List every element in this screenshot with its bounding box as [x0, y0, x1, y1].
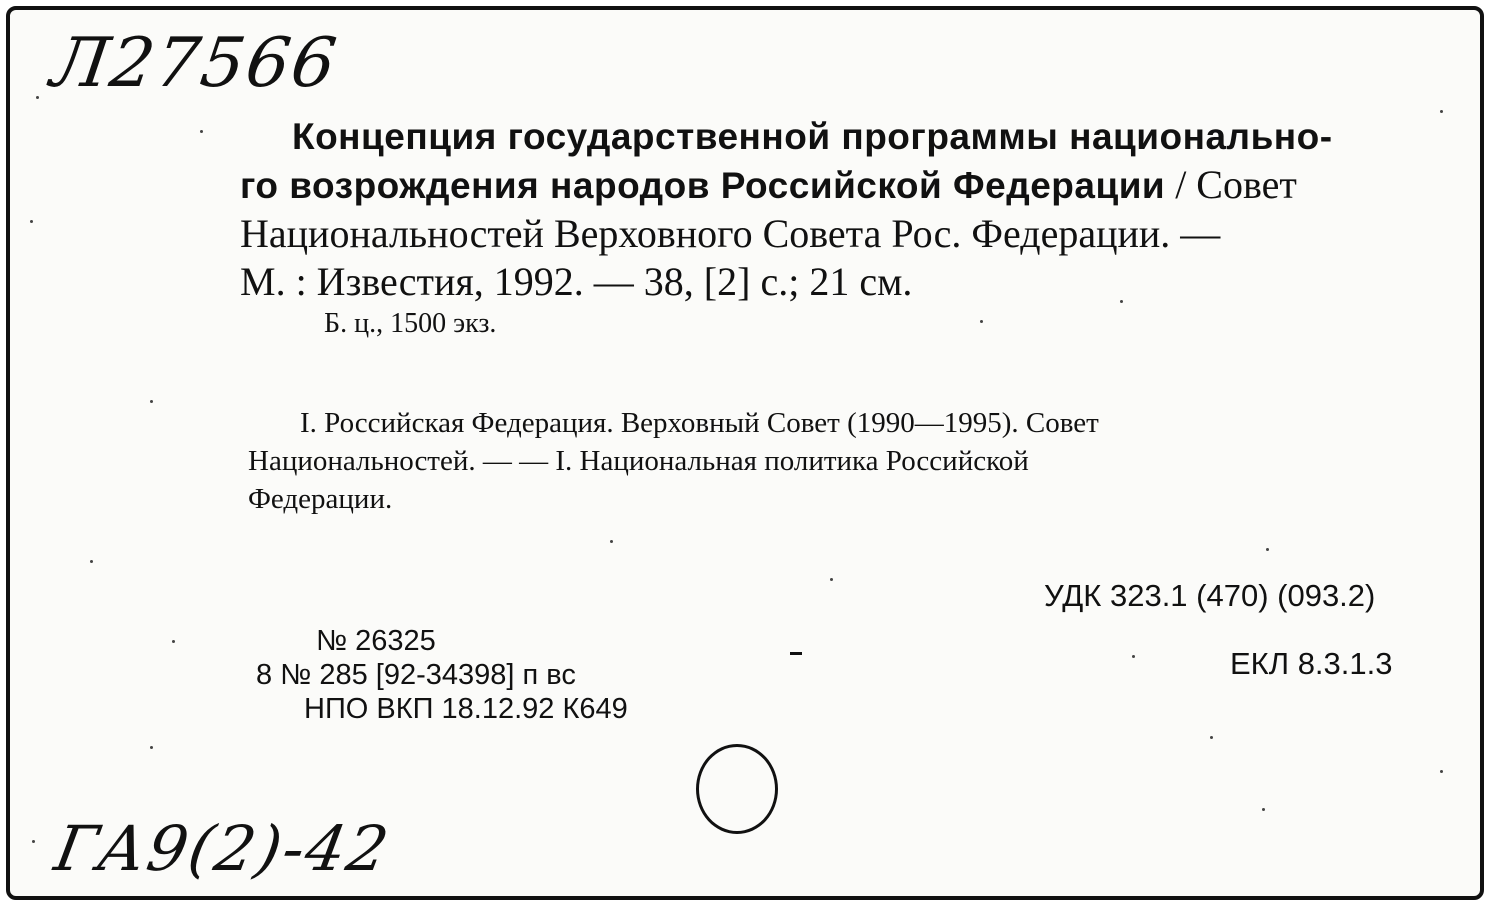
- order-line: 8 № 285 [92-34398] п вс: [256, 659, 576, 691]
- tracing-line-2: Национальностей. — — I. Национальная политика Российской: [248, 445, 1029, 477]
- bibliographic-description: [240, 112, 1333, 306]
- handwritten-inventory-number: Л27566: [46, 24, 343, 103]
- udk-code: УДК 323.1 (470) (093.2): [1044, 578, 1376, 613]
- tracing-line-3: Федерации.: [248, 483, 393, 515]
- tracing-line-1: I. Российская Федерация. Верховный Совет (1990—1995). Совет: [300, 407, 1099, 439]
- punch-hole-circle: [696, 744, 778, 834]
- ekl-code: ЕКЛ 8.3.1.3: [1230, 646, 1393, 681]
- handwritten-shelf-mark: ГА9(2)-42: [49, 812, 396, 885]
- registration-number: № 26325: [316, 625, 436, 657]
- printer-line: НПО ВКП 18.12.92 К649: [304, 693, 628, 725]
- stray-dash: [790, 652, 802, 655]
- publication-line: М. : Известия, 1992. — 38, [2] с.; 21 см.: [240, 259, 913, 304]
- responsibility-line: Национальностей Верховного Совета Рос. Федерации. —: [240, 211, 1221, 256]
- tracing-block: [248, 404, 1099, 518]
- title-line-1: Концепция государственной программы национально-: [292, 116, 1333, 157]
- registration-block: [256, 624, 628, 726]
- title-line-2: го возрождения народов Российской Федерации / Совет: [240, 162, 1297, 207]
- price-run-note: Б. ц., 1500 экз.: [324, 308, 497, 339]
